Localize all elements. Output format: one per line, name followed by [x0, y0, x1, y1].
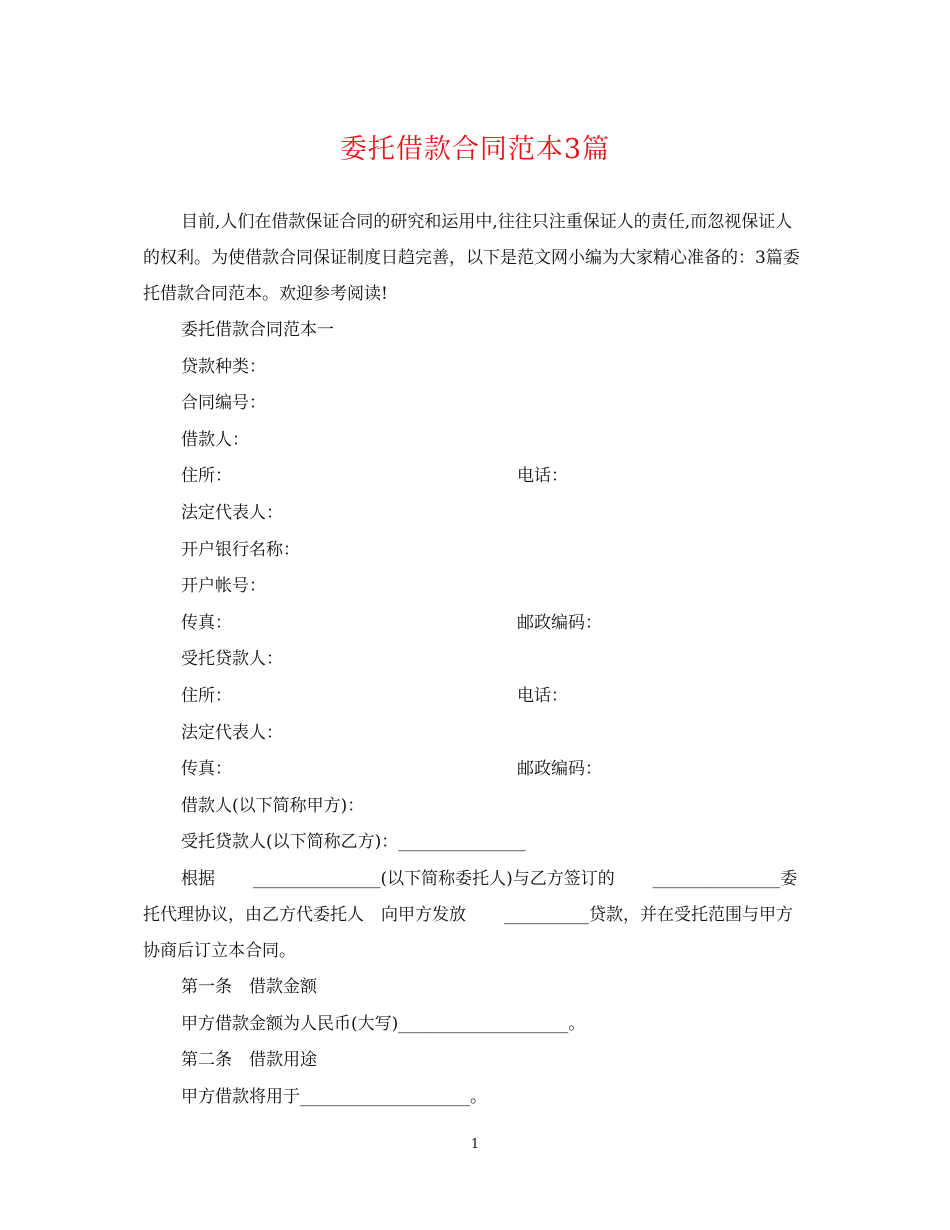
article-2-text: 甲方借款将用于 — [181, 1086, 300, 1107]
field-row-legal-rep-2 — [143, 715, 808, 752]
field-row-fax-postcode-1 — [143, 605, 808, 642]
basis-text-1: 根据 — [181, 868, 215, 889]
page-number: 1 — [470, 1137, 480, 1152]
basis-text-2: (以下简称委托人)与乙方签订的 — [380, 868, 615, 889]
field-row-fax-postcode-2 — [143, 751, 808, 788]
phone-label: 电话： — [517, 685, 568, 706]
field-row-party-a — [143, 788, 808, 825]
contract-no-label: 合同编号： — [181, 393, 266, 414]
account-no-label: 开户帐号： — [181, 576, 266, 597]
fax-label: 传真： — [181, 612, 232, 633]
field-row-entrusted-lender — [143, 641, 808, 678]
document-body — [143, 204, 808, 1115]
postcode-label: 邮政编码： — [517, 612, 602, 633]
section-heading-text: 委托借款合同范本一 — [181, 320, 334, 340]
intro-paragraph: 目前,人们在借款保证合同的研究和运用中,往往只注重保证人的责任,而忽视保证人的权利。为使借款合同保证制度日趋完善，以下是范文网小编为大家精心准备的：3篇委托借款合同范本。欢迎参考阅读! — [143, 212, 800, 304]
basis-blank-3: __________ — [504, 904, 589, 925]
field-row-bank-name — [143, 532, 808, 569]
basis-text-3: 委托代理协议，由乙方代委托人 向甲方发放 — [143, 868, 798, 925]
basis-text-4: 贷款，并在受托范围与甲方协商后订立本合同。 — [143, 904, 793, 961]
party-b-blank: _______________ — [398, 832, 526, 853]
postcode-label: 邮政编码： — [517, 759, 602, 780]
basis-blank-2: _______________ — [652, 868, 781, 889]
bank-name-label: 开户银行名称： — [181, 539, 300, 560]
document-title: 委托借款合同范本3篇 — [339, 134, 611, 165]
article-1-heading-text: 第一条 借款金额 — [181, 976, 317, 997]
article-1-blank: ____________________ — [398, 1013, 569, 1034]
field-row-loan-type — [143, 349, 808, 386]
phone-label: 电话： — [517, 466, 568, 487]
field-row-address-phone-1 — [143, 458, 808, 495]
article-1-text: 甲方借款金额为人民币(大写) — [181, 1013, 399, 1034]
field-row-legal-rep-1 — [143, 495, 808, 532]
article-2-heading — [143, 1042, 808, 1079]
article-2-blank: ____________________ — [300, 1086, 470, 1107]
basis-paragraph — [143, 861, 808, 969]
section-heading — [143, 312, 808, 349]
article-1-heading — [143, 969, 808, 1006]
field-row-address-phone-2 — [143, 678, 808, 715]
field-row-party-b — [143, 824, 808, 861]
borrower-label: 借款人： — [181, 429, 249, 450]
address-label: 住所： — [181, 685, 232, 706]
article-2-body — [143, 1079, 808, 1116]
article-2-end: 。 — [470, 1086, 487, 1107]
loan-type-label: 贷款种类： — [181, 356, 266, 377]
field-row-contract-no — [143, 385, 808, 422]
field-row-borrower — [143, 422, 808, 459]
article-2-heading-text: 第二条 借款用途 — [181, 1050, 317, 1071]
basis-blank-1: _______________ — [253, 868, 381, 889]
party-a-label: 借款人(以下简称甲方)： — [181, 795, 365, 816]
article-1-body — [143, 1006, 808, 1043]
entrusted-lender-label: 受托贷款人： — [181, 649, 283, 670]
fax-label: 传真： — [181, 759, 232, 780]
field-row-account-no — [143, 568, 808, 605]
party-b-label: 受托贷款人(以下简称乙方)： — [181, 832, 399, 853]
article-1-end: 。 — [568, 1013, 586, 1034]
legal-rep-label: 法定代表人： — [181, 722, 283, 743]
address-label: 住所： — [181, 466, 232, 487]
legal-rep-label: 法定代表人： — [181, 502, 283, 523]
